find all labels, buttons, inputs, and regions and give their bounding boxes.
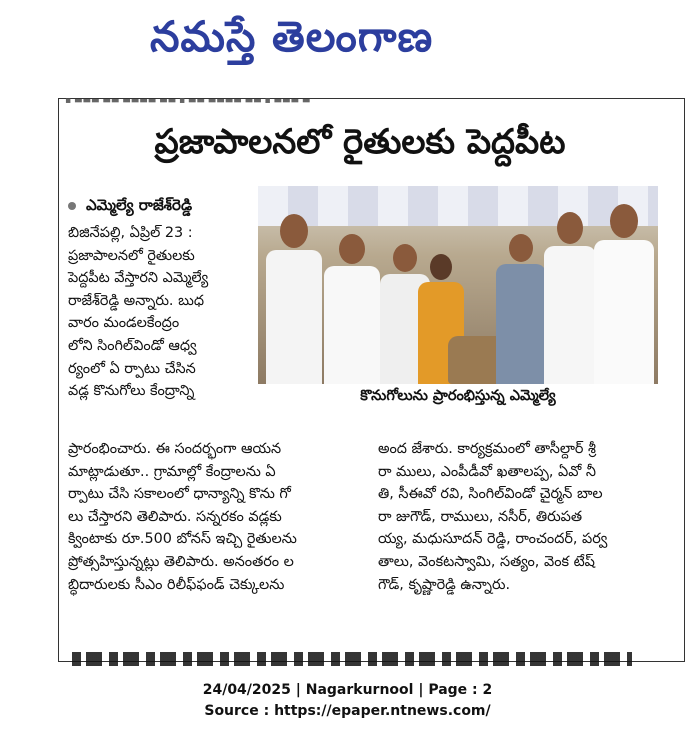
footer-date-edition: 24/04/2025 | Nagarkurnool | Page : 2 — [202, 682, 493, 698]
text-line: ప్రజాపాలనలో రైతులకు — [68, 247, 195, 264]
byline-text: ఎమ్మెల్యే రాజేశ్‌రెడ్డి — [86, 196, 193, 214]
text-line: అంద జేశారు. కార్యక్రమంలో తాసీల్దార్ శ్రీ — [378, 441, 596, 457]
text-line: లోని సింగిల్‌విండో ఆధ్వ — [68, 337, 197, 354]
cut-text-fragment: ▪ ▬▬▬ ▬▬ ▬▬▬▬ ▬▬ ▪ ▬▬ ▬▬▬▬ ▬▬ ▪ ▬▬▬ ▬ — [65, 96, 311, 106]
text-line: రా జుగౌడ్, రాములు, నసీర్, తిరుపత — [378, 508, 583, 525]
person-figure — [324, 234, 380, 384]
text-line: వడ్ల కొనుగోలు కేంద్రాన్ని — [68, 383, 195, 400]
text-line: ప్రారంభించారు. ఈ సందర్భంగా ఆయన — [68, 441, 282, 457]
article-headline: ప్రజాపాలనలో రైతులకు పెద్దపీట — [154, 122, 566, 162]
article-column-2 — [68, 438, 368, 596]
person-figure — [496, 234, 546, 384]
text-line: తి, సీఈవో రవి, సింగిల్‌విండో చైర్మన్ బాల — [378, 486, 603, 503]
text-line: బిజినేపల్లి, ఏప్రిల్ 23 : — [68, 225, 193, 241]
text-line: ప్రోత్సహిస్తున్నట్లు తెలిపారు. అనంతరం ల — [68, 553, 294, 570]
text-line: మాట్లాడుతూ.. గ్రామాల్లో కేంద్రాలను ఏ — [68, 463, 276, 480]
cut-next-headline — [72, 646, 632, 666]
text-line: ర్పాటు చేసి సకాలంలో ధాన్యాన్ని కొను గో — [68, 486, 291, 503]
text-line: బ్ధిదారులకు సీఎం రిలీఫ్‌ఫండ్ చెక్కులను — [68, 576, 285, 593]
text-line: వారం మండలకేంద్రం — [68, 315, 180, 332]
article-photo — [258, 186, 658, 384]
article-column-1 — [68, 222, 256, 403]
text-line: య్య, మధుసూదన్ రెడ్డి, రాంచందర్, పర్వ — [378, 531, 608, 548]
text-line: క్వింటాకు రూ.500 బోనస్ ఇచ్చి రైతులను — [68, 531, 297, 548]
text-line: పెద్దపీట వేస్తారని ఎమ్మెల్యే — [68, 270, 209, 287]
text-line: రా ములు, ఎంపీడీవో ఖతాలప్ప, ఏవో నీ — [378, 463, 596, 480]
photo-caption: కొనుగోలును ప్రారంభిస్తున్న ఎమ్మెల్యే — [360, 388, 556, 404]
text-line: ర్యంలో ఏ ర్పాటు చేసిన — [68, 360, 196, 377]
article-byline — [68, 196, 192, 218]
text-line: రాజేశ్‌రెడ్డి అన్నారు. బుధ — [68, 292, 205, 309]
text-line: గౌడ్, కృష్ణారెడ్డి ఉన్నారు. — [378, 576, 511, 593]
person-figure — [544, 212, 596, 384]
bullet-icon — [68, 202, 76, 210]
person-figure — [266, 214, 322, 384]
text-line: తాలు, వెంకటస్వామి, సత్యం, వెంక టేష్ — [378, 553, 595, 570]
footer-source: Source : https://epaper.ntnews.com/ — [204, 703, 491, 719]
text-line: లు చేస్తారని తెలిపారు. సన్నరకం వడ్లకు — [68, 508, 282, 525]
person-figure — [594, 204, 654, 384]
article-column-3 — [378, 438, 646, 596]
newspaper-masthead: నమస్తే తెలంగాణ — [150, 12, 434, 61]
